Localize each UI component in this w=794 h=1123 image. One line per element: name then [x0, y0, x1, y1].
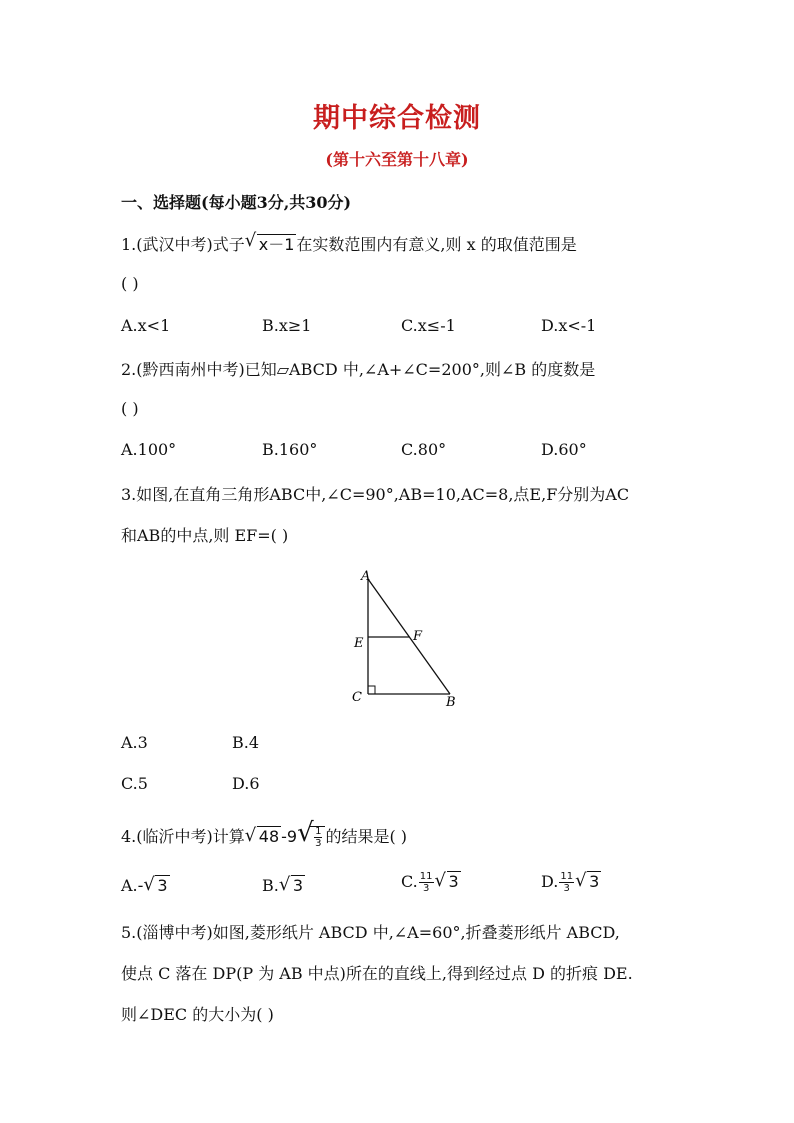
q4-fraction: [314, 826, 322, 849]
label-e: E: [354, 636, 364, 651]
q4-a-sqrt: √ 3: [143, 874, 168, 895]
q4-option-c: [401, 871, 461, 894]
q4-c-radicand: 3: [448, 872, 459, 891]
q3-option-a: A.3: [121, 733, 148, 752]
q4-d-label: D.: [541, 872, 559, 891]
label-a: A: [361, 569, 371, 584]
q3-option-c: C.5: [121, 774, 148, 793]
right-angle-mark: [368, 686, 375, 694]
q2-option-c: C.80°: [401, 440, 447, 459]
question-5-line-3: 则∠DEC 的大小为( ): [121, 1005, 274, 1024]
q4-d-sqrt: √ 3: [575, 870, 600, 891]
q4-b-sqrt: √ 3: [278, 874, 304, 895]
q3-option-d: D.6: [232, 774, 260, 793]
section-heading: 一、选择题(每小题3分,共30分): [121, 193, 352, 212]
q4-frac-den: 3: [315, 838, 322, 849]
question-3-line-2: 和AB的中点,则 EF=( ): [121, 526, 289, 545]
q2-option-d: D.60°: [541, 440, 587, 459]
triangle-figure: [340, 565, 470, 715]
q2-option-a: A.100°: [121, 440, 177, 459]
q1-sqrt: √ x－1: [244, 230, 295, 254]
q3-option-b: B.4: [232, 733, 260, 752]
question-4-stem: [121, 818, 408, 849]
q4-prefix: 4.(临沂中考)计算: [121, 827, 245, 846]
q4-c-num: 11: [419, 871, 433, 882]
label-c: C: [352, 690, 362, 705]
q4-b-radicand: 3: [292, 876, 304, 895]
q4-option-d: [541, 871, 601, 894]
q4-d-den: 3: [563, 883, 570, 894]
q4-suffix: 的结果是( ): [325, 827, 408, 846]
q1-option-c: C.x≤-1: [401, 316, 456, 335]
q4-a-radicand: 3: [157, 876, 168, 895]
q4-option-a: [121, 876, 170, 895]
q4-sqrt-1: √ 48: [244, 825, 280, 846]
q4-c-den: 3: [422, 883, 430, 894]
q1-prefix: 1.(武汉中考)式子: [121, 235, 245, 254]
q2-option-b: B.160°: [262, 440, 318, 459]
q4-d-num: 11: [560, 871, 574, 882]
page-title: 期中综合检测: [313, 103, 481, 134]
q4-c-label: C.: [401, 872, 418, 891]
question-2-paren: ( ): [121, 399, 139, 418]
label-b: B: [446, 695, 456, 710]
q4-option-b: [262, 876, 305, 895]
label-f: F: [413, 629, 423, 644]
q4-d-radicand: 3: [589, 872, 600, 891]
question-1-paren: ( ): [121, 274, 139, 293]
question-5-line-2: 使点 C 落在 DP(P 为 AB 中点)所在的直线上,得到经过点 D 的折痕 DE.: [121, 964, 633, 983]
question-3-line-1: 3.如图,在直角三角形ABC中,∠C=90°,AB=10,AC=8,点E,F分别为AC: [121, 485, 630, 504]
q4-c-sqrt: √ 3: [434, 870, 459, 891]
q1-option-d: D.x<-1: [541, 316, 597, 335]
q1-suffix: 在实数范围内有意义,则 x 的取值范围是: [296, 235, 577, 254]
q4-a-minus: -: [137, 876, 144, 895]
q1-option-b: B.x≥1: [262, 316, 312, 335]
q4-minus: -9: [281, 827, 298, 846]
q1-radicand: x－1: [258, 235, 295, 254]
page-subtitle: (第十六至第十八章): [325, 150, 469, 169]
question-1-stem: [121, 232, 577, 255]
q4-d-fraction: [559, 871, 574, 894]
q4-a-label: A.: [121, 876, 138, 895]
q1-option-a: A.x<1: [121, 316, 171, 335]
question-2-stem: 2.(黔西南州中考)已知▱ABCD 中,∠A+∠C=200°,则∠B 的度数是: [121, 360, 596, 379]
q4-frac-num: 1: [315, 826, 322, 837]
q4-c-fraction: [419, 871, 434, 894]
q4-b-label: B.: [262, 876, 279, 895]
question-5-line-1: 5.(淄博中考)如图,菱形纸片 ABCD 中,∠A=60°,折叠菱形纸片 ABCD,: [121, 923, 620, 942]
q4-radicand-1: 48: [258, 827, 280, 846]
q4-sqrt-2: √ $\frac{1}{3}$: [297, 826, 325, 849]
